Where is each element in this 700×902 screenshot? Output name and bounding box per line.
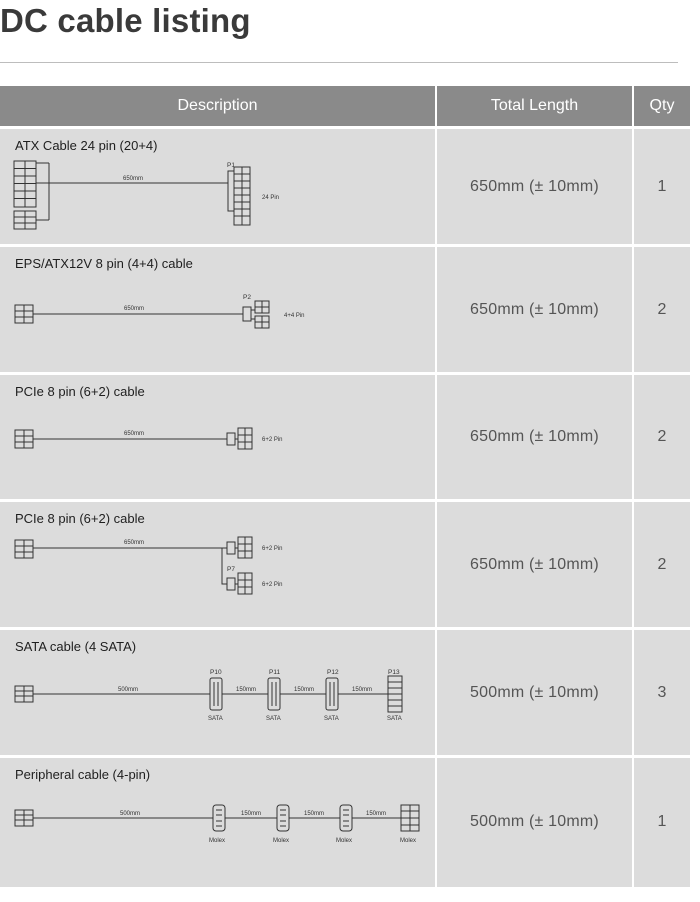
sata-diagram xyxy=(0,630,436,758)
connector-type-label: SATA xyxy=(208,716,223,722)
cable-name: SATA cable (4 SATA) xyxy=(15,639,137,654)
description-cell xyxy=(0,501,436,629)
description-cell xyxy=(0,374,436,501)
atx-24pin-diagram xyxy=(0,129,436,247)
description-cell xyxy=(0,246,436,374)
total-length: 650mm (± 10mm) xyxy=(436,128,633,246)
segment-length-label: 150mm xyxy=(241,811,262,817)
quantity: 1 xyxy=(633,128,690,246)
pin-label: 24 Pin xyxy=(262,195,280,201)
table-row xyxy=(0,374,690,501)
header-qty: Qty xyxy=(633,86,690,128)
description-cell xyxy=(0,128,436,246)
cable-name: ATX Cable 24 pin (20+4) xyxy=(15,138,158,153)
connector-type-label: SATA xyxy=(387,716,402,722)
quantity: 2 xyxy=(633,374,690,501)
header-description: Description xyxy=(0,86,436,128)
table-row xyxy=(0,629,690,757)
total-length: 650mm (± 10mm) xyxy=(436,374,633,501)
segment-length-label: 650mm xyxy=(123,176,144,182)
cable-name: PCIe 8 pin (6+2) cable xyxy=(15,511,145,526)
table-row xyxy=(0,128,690,246)
table-row xyxy=(0,501,690,629)
pcie-dual-8pin-diagram xyxy=(0,502,436,630)
segment-length-label: 500mm xyxy=(120,811,141,817)
pin-label: 4+4 Pin xyxy=(284,313,305,319)
header-total-length: Total Length xyxy=(436,86,633,128)
table-row xyxy=(0,757,690,887)
connector-type-label: SATA xyxy=(266,716,281,722)
segment-length-label: 150mm xyxy=(294,687,315,693)
description-cell xyxy=(0,629,436,757)
cable-name: Peripheral cable (4-pin) xyxy=(15,767,151,782)
connector-label: P12 xyxy=(327,669,339,676)
molex-diagram xyxy=(0,758,436,888)
connector-label: P1 xyxy=(227,162,235,169)
table-row xyxy=(0,246,690,374)
segment-length-label: 150mm xyxy=(236,687,257,693)
connector-label: P7 xyxy=(227,566,235,573)
quantity: 2 xyxy=(633,501,690,629)
connector-label: P11 xyxy=(269,669,281,676)
segment-length-label: 150mm xyxy=(304,811,325,817)
connector-label: P13 xyxy=(388,669,400,676)
connector-label: P10 xyxy=(210,669,222,676)
connector-type-label: Molex xyxy=(336,838,353,844)
segment-length-label: 150mm xyxy=(366,811,387,817)
cable-name: PCIe 8 pin (6+2) cable xyxy=(15,384,145,399)
eps-8pin-diagram xyxy=(0,247,436,375)
description-cell xyxy=(0,757,436,887)
segment-length-label: 650mm xyxy=(124,306,145,312)
page-title: DC cable listing xyxy=(0,2,251,39)
total-length: 500mm (± 10mm) xyxy=(436,629,633,757)
total-length: 650mm (± 10mm) xyxy=(436,246,633,374)
quantity: 2 xyxy=(633,246,690,374)
cable-name: EPS/ATX12V 8 pin (4+4) cable xyxy=(15,256,193,271)
connector-type-label: Molex xyxy=(273,838,290,844)
segment-length-label: 150mm xyxy=(352,687,373,693)
segment-length-label: 500mm xyxy=(118,687,139,693)
pin-label: 6+2 Pin xyxy=(262,582,283,588)
quantity: 3 xyxy=(633,629,690,757)
connector-type-label: Molex xyxy=(400,838,417,844)
quantity: 1 xyxy=(633,757,690,887)
pin-label: 6+2 Pin xyxy=(262,546,283,552)
title-divider xyxy=(0,62,678,63)
total-length: 650mm (± 10mm) xyxy=(436,501,633,629)
pcie-8pin-diagram xyxy=(0,375,436,502)
segment-length-label: 650mm xyxy=(124,431,145,437)
total-length: 500mm (± 10mm) xyxy=(436,757,633,887)
table-header-row xyxy=(0,86,690,128)
connector-label: P2 xyxy=(243,294,251,301)
connector-type-label: SATA xyxy=(324,716,339,722)
connector-type-label: Molex xyxy=(209,838,226,844)
cable-table xyxy=(0,86,690,887)
pin-label: 6+2 Pin xyxy=(262,437,283,443)
segment-length-label: 650mm xyxy=(124,540,145,546)
